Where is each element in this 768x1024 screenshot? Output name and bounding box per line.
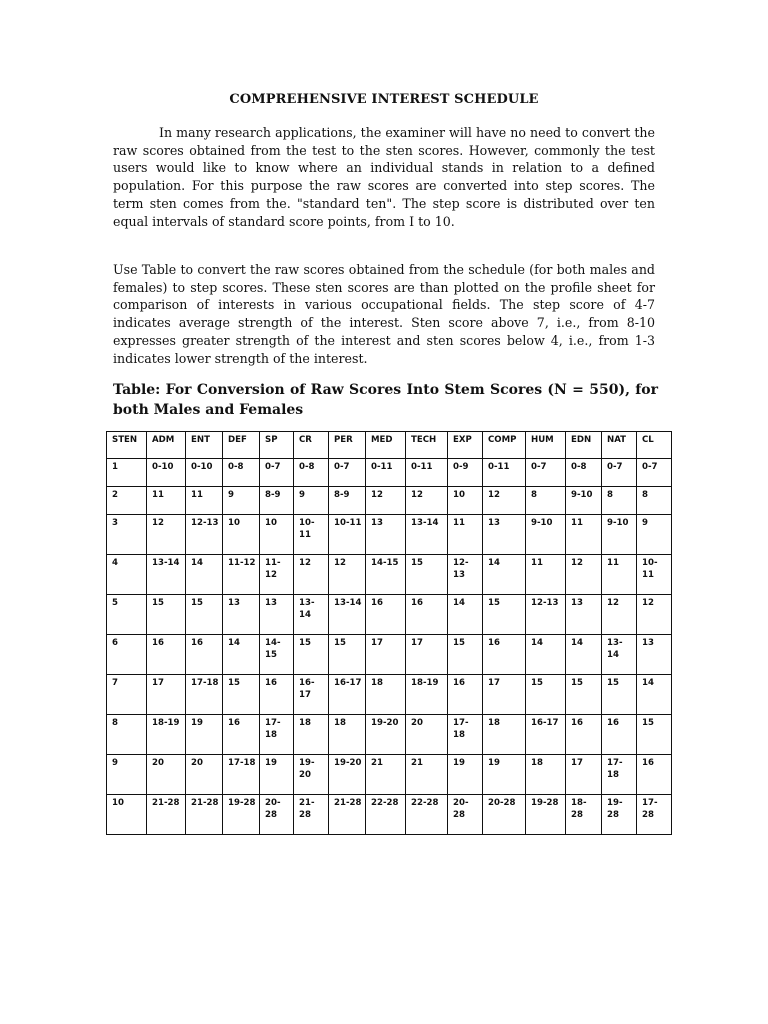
score-range-cell: 10-11 [637,555,672,595]
score-range-cell: 12 [294,555,329,595]
score-range-cell: 9-10 [602,515,637,555]
score-range-cell: 15 [526,675,566,715]
table-row [107,715,672,755]
score-range-cell: 16 [637,755,672,795]
intro-paragraph: In many research applications, the examiner will have no need to convert the raw scores obtained from the test to the sten scores. However, commonly the test users would like to know where an individual stands in relation to a defined population. For this purpose the raw scores are converted into step scores. The term sten comes from the. "standard ten". The step score is distributed over ten equal intervals of standard score points, from I to 10. [113,125,655,229]
score-range-cell: 14 [566,635,602,675]
score-range-cell: 12 [637,595,672,635]
score-range-cell: 13-14 [406,515,448,555]
score-range-cell: 15 [637,715,672,755]
score-range-cell: 0-7 [526,459,566,487]
score-range-cell: 15 [483,595,526,635]
score-range-cell: 20-28 [483,795,526,835]
table-row [107,675,672,715]
score-range-cell: 14 [637,675,672,715]
column-header: CL [637,432,672,459]
score-range-cell: 9 [294,487,329,515]
score-range-cell: 17-18 [260,715,294,755]
score-range-cell: 14-15 [366,555,406,595]
score-range-cell: 8 [526,487,566,515]
score-range-cell: 9 [223,487,260,515]
score-range-cell: 14 [483,555,526,595]
score-range-cell: 12 [483,487,526,515]
score-range-cell: 11 [448,515,483,555]
score-range-cell: 10 [448,487,483,515]
sten-cell: 9 [107,755,147,795]
score-range-cell: 19 [260,755,294,795]
score-range-cell: 16 [566,715,602,755]
score-range-cell: 13-14 [602,635,637,675]
score-range-cell: 8 [602,487,637,515]
score-range-cell: 12-13 [186,515,223,555]
score-range-cell: 16 [260,675,294,715]
column-header: HUM [526,432,566,459]
table-row [107,755,672,795]
table-row [107,459,672,487]
score-range-cell: 14 [223,635,260,675]
score-range-cell: 19-28 [526,795,566,835]
score-range-cell: 18 [294,715,329,755]
sten-cell: 3 [107,515,147,555]
score-range-cell: 20-28 [448,795,483,835]
score-range-cell: 15 [294,635,329,675]
column-header: EXP [448,432,483,459]
score-range-cell: 15 [566,675,602,715]
column-header: EDN [566,432,602,459]
score-range-cell: 13 [637,635,672,675]
score-range-cell: 10 [223,515,260,555]
score-range-cell: 10-11 [329,515,366,555]
score-range-cell: 22-28 [366,795,406,835]
score-range-cell: 13-14 [329,595,366,635]
score-range-cell: 22-28 [406,795,448,835]
score-range-cell: 17 [147,675,186,715]
score-range-cell: 16-17 [329,675,366,715]
column-header: MED [366,432,406,459]
column-header: DEF [223,432,260,459]
table-row [107,487,672,515]
score-range-cell: 13-14 [147,555,186,595]
score-range-cell: 17 [366,635,406,675]
score-range-cell: 13 [483,515,526,555]
table-row [107,515,672,555]
score-range-cell: 21 [366,755,406,795]
score-range-cell: 0-11 [406,459,448,487]
score-range-cell: 17-18 [602,755,637,795]
score-range-cell: 0-8 [223,459,260,487]
sten-conversion-table [106,431,672,835]
score-range-cell: 11 [186,487,223,515]
sten-cell: 8 [107,715,147,755]
score-range-cell: 14 [526,635,566,675]
score-range-cell: 16 [147,635,186,675]
sten-cell: 4 [107,555,147,595]
score-range-cell: 16 [223,715,260,755]
score-range-cell: 11 [602,555,637,595]
score-range-cell: 18 [526,755,566,795]
score-range-cell: 21-28 [147,795,186,835]
score-range-cell: 0-9 [448,459,483,487]
table-row [107,555,672,595]
score-range-cell: 16 [448,675,483,715]
score-range-cell: 17-18 [448,715,483,755]
sten-cell: 5 [107,595,147,635]
column-header: SP [260,432,294,459]
score-range-cell: 18 [329,715,366,755]
score-range-cell: 12-13 [448,555,483,595]
score-range-cell: 20 [186,755,223,795]
score-range-cell: 15 [406,555,448,595]
score-range-cell: 12 [566,555,602,595]
score-range-cell: 18 [366,675,406,715]
score-range-cell: 9 [637,515,672,555]
score-range-cell: 19 [186,715,223,755]
score-range-cell: 21-28 [329,795,366,835]
score-range-cell: 13 [566,595,602,635]
score-range-cell: 0-11 [483,459,526,487]
score-range-cell: 11 [526,555,566,595]
column-header: ENT [186,432,223,459]
score-range-cell: 8-9 [260,487,294,515]
score-range-cell: 15 [186,595,223,635]
table-caption: Table: For Conversion of Raw Scores Into Stem Scores (N = 550), for both Males and Females [113,382,658,418]
score-range-cell: 17 [406,635,448,675]
score-range-cell: 12 [406,487,448,515]
score-range-cell: 16 [406,595,448,635]
score-range-cell: 18-28 [566,795,602,835]
table-row [107,635,672,675]
column-header: TECH [406,432,448,459]
score-range-cell: 8 [637,487,672,515]
column-header: CR [294,432,329,459]
score-range-cell: 0-7 [602,459,637,487]
score-range-cell: 16-17 [526,715,566,755]
score-range-cell: 13 [223,595,260,635]
score-range-cell: 19-20 [366,715,406,755]
score-range-cell: 11 [147,487,186,515]
column-header: NAT [602,432,637,459]
score-range-cell: 12 [329,555,366,595]
column-header: ADM [147,432,186,459]
score-range-cell: 15 [448,635,483,675]
score-range-cell: 17 [483,675,526,715]
score-range-cell: 21 [406,755,448,795]
score-range-cell: 10-11 [294,515,329,555]
score-range-cell: 17-18 [223,755,260,795]
score-range-cell: 19-20 [294,755,329,795]
score-range-cell: 19-28 [602,795,637,835]
score-range-cell: 12 [366,487,406,515]
score-range-cell: 10 [260,515,294,555]
score-range-cell: 14-15 [260,635,294,675]
score-range-cell: 0-7 [637,459,672,487]
score-range-cell: 18-19 [147,715,186,755]
column-header: STEN [107,432,147,459]
score-range-cell: 21-28 [294,795,329,835]
score-range-cell: 17 [566,755,602,795]
score-range-cell: 16 [366,595,406,635]
table-header-row [107,432,672,459]
instructions-paragraph: Use Table to convert the raw scores obtained from the schedule (for both males and females) to step scores. These sten scores are than plotted on the profile sheet for comparison of interests in various occupational fields. The step score of 4-7 indicates average strength of the interest. Sten score above 7, i.e., from 8-10 expresses greater strength of the interest and sten scores below 4, i.e., from 1-3 indicates lower strength of the interest. [113,262,655,366]
score-range-cell: 13-14 [294,595,329,635]
sten-cell: 6 [107,635,147,675]
score-range-cell: 19 [483,755,526,795]
score-range-cell: 0-7 [260,459,294,487]
score-range-cell: 15 [147,595,186,635]
score-range-cell: 9-10 [526,515,566,555]
score-range-cell: 12 [602,595,637,635]
score-range-cell: 11-12 [223,555,260,595]
score-range-cell: 21-28 [186,795,223,835]
sten-cell: 7 [107,675,147,715]
score-range-cell: 18 [483,715,526,755]
score-range-cell: 0-10 [186,459,223,487]
score-range-cell: 12-13 [526,595,566,635]
score-range-cell: 0-7 [329,459,366,487]
score-range-cell: 11 [566,515,602,555]
score-range-cell: 20 [147,755,186,795]
score-range-cell: 9-10 [566,487,602,515]
sten-cell: 1 [107,459,147,487]
score-range-cell: 0-10 [147,459,186,487]
score-range-cell: 20 [406,715,448,755]
score-range-cell: 16 [483,635,526,675]
score-range-cell: 19-28 [223,795,260,835]
score-range-cell: 11-12 [260,555,294,595]
column-header: COMP [483,432,526,459]
score-range-cell: 17-28 [637,795,672,835]
score-range-cell: 16 [186,635,223,675]
score-range-cell: 0-8 [294,459,329,487]
score-range-cell: 13 [260,595,294,635]
document-title: COMPREHENSIVE INTEREST SCHEDULE [229,92,539,107]
score-range-cell: 15 [223,675,260,715]
score-range-cell: 20-28 [260,795,294,835]
score-range-cell: 0-8 [566,459,602,487]
table-row [107,595,672,635]
score-range-cell: 8-9 [329,487,366,515]
score-range-cell: 0-11 [366,459,406,487]
score-range-cell: 18-19 [406,675,448,715]
score-range-cell: 15 [329,635,366,675]
table-body [107,459,672,835]
score-range-cell: 19-20 [329,755,366,795]
score-range-cell: 13 [366,515,406,555]
score-range-cell: 16-17 [294,675,329,715]
score-range-cell: 15 [602,675,637,715]
sten-cell: 10 [107,795,147,835]
score-range-cell: 12 [147,515,186,555]
sten-cell: 2 [107,487,147,515]
score-range-cell: 14 [448,595,483,635]
column-header: PER [329,432,366,459]
score-range-cell: 16 [602,715,637,755]
table-row [107,795,672,835]
score-range-cell: 17-18 [186,675,223,715]
score-range-cell: 19 [448,755,483,795]
score-range-cell: 14 [186,555,223,595]
